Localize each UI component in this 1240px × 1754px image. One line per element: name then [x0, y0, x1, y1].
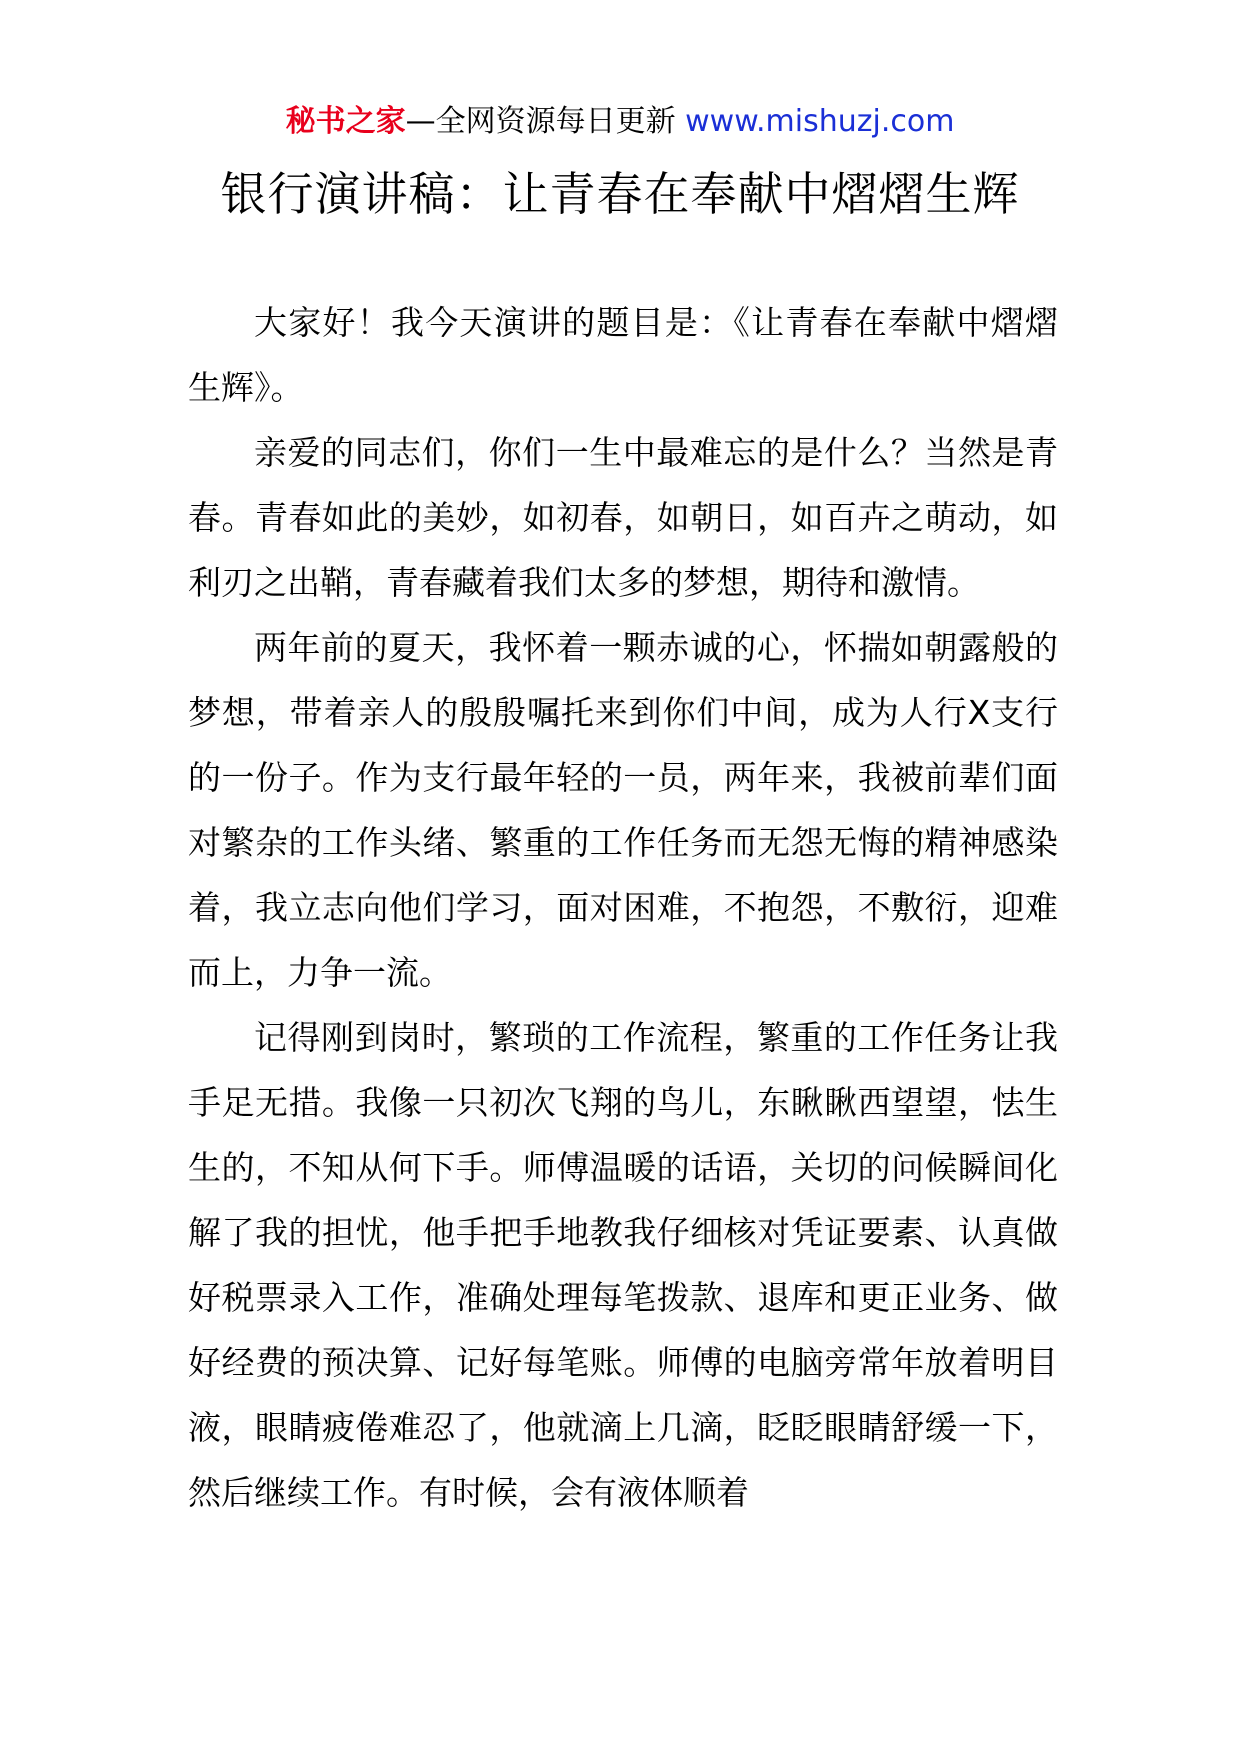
document-body	[188, 290, 1058, 1525]
site-url-link[interactable]: www.mishuzj.com	[685, 104, 955, 139]
document-title: 银行演讲稿：让青春在奉献中熠熠生辉	[220, 167, 1020, 221]
paragraph: 大家好！我今天演讲的题目是：《让青春在奉献中熠熠生辉》。	[188, 303, 1058, 407]
brand-name: 秘书之家	[285, 104, 406, 139]
paragraph: 亲爱的同志们，你们一生中最难忘的是什么？当然是青春。青春如此的美妙，如初春，如朝日，如百卉之萌动，如利刃之出鞘，青春藏着我们太多的梦想，期待和激情。	[188, 433, 1058, 602]
paragraph: 记得刚到岗时，繁琐的工作流程，繁重的工作任务让我手足无措。我像一只初次飞翔的鸟儿，东瞅瞅西望望，怯生生的，不知从何下手。师傅温暖的话语，关切的问候瞬间化解了我的担忧，他手把手地教我仔细核对凭证要素、认真做好税票录入工作，准确处理每笔拨款、退库和更正业务、做好经费的预决算、记好每笔账。师傅的电脑旁常年放着明目液，眼睛疲倦难忍了，他就滴上几滴，眨眨眼睛舒缓一下，然后继续工作。有时候，会有液体顺着	[188, 1018, 1058, 1512]
paragraph: 两年前的夏天，我怀着一颗赤诚的心，怀揣如朝露般的梦想，带着亲人的殷殷嘱托来到你们中间，成为人行X支行的一份子。作为支行最年轻的一员，两年来，我被前辈们面对繁杂的工作头绪、繁重的工作任务而无怨无悔的精神感染着，我立志向他们学习，面对困难，不抱怨，不敷衍，迎难而上，力争一流。	[188, 628, 1058, 992]
site-header	[0, 100, 1240, 144]
header-tagline: —全网资源每日更新	[405, 104, 686, 139]
